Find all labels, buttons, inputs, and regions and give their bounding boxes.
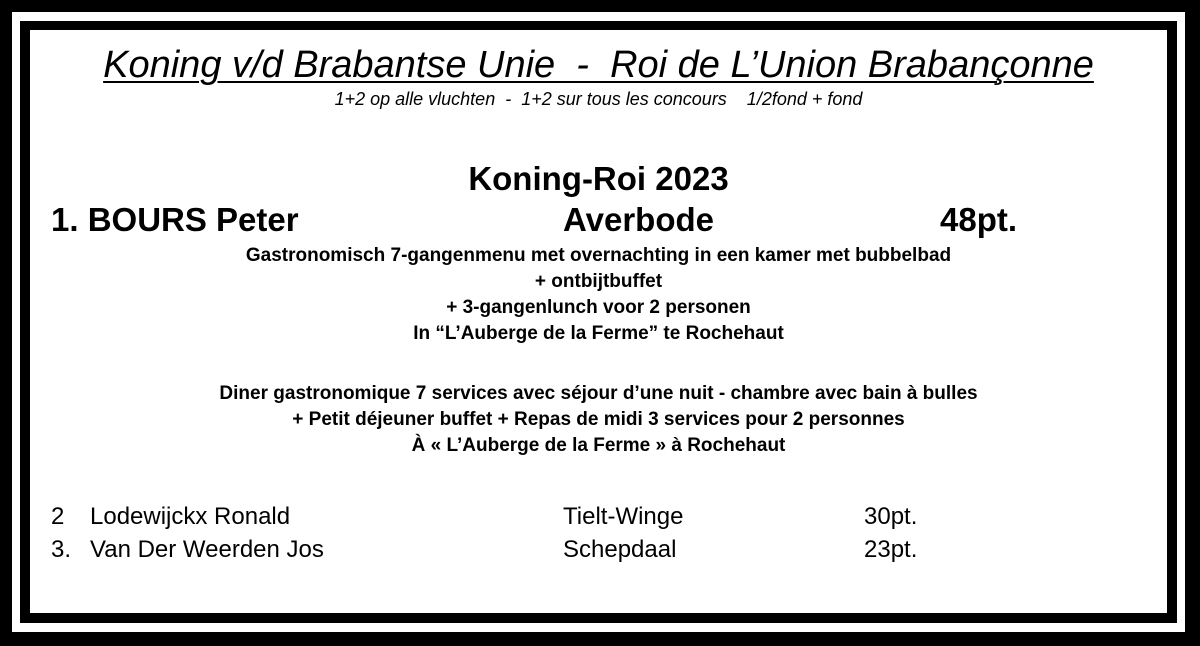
result-name: Van Der Weerden Jos: [90, 536, 324, 563]
year-heading: Koning-Roi 2023: [468, 160, 729, 197]
result-points: 30pt.: [864, 503, 918, 530]
winner-place: Averbode: [563, 201, 714, 238]
winner-name: 1. BOURS Peter: [51, 201, 299, 238]
prize-line: À « L’Auberge de la Ferme » à Rochehaut: [411, 435, 786, 456]
prize-line: + 3-gangenlunch voor 2 personen: [446, 297, 751, 318]
results-list: [30, 500, 1167, 566]
prize-line: Diner gastronomique 7 services avec séjour d’une nuit - chambre avec bain à bulles: [219, 383, 978, 404]
prize-description-french: [30, 381, 1167, 459]
page-subtitle: 1+2 op alle vluchten - 1+2 sur tous les concours 1/2fond + fond: [334, 89, 863, 109]
winner-row: [30, 198, 1167, 242]
prize-line: + Petit déjeuner buffet + Repas de midi 3 services pour 2 personnes: [292, 409, 905, 430]
prize-line: In “L’Auberge de la Ferme” te Rochehaut: [413, 323, 784, 344]
result-row: [30, 500, 1167, 533]
prize-description-dutch: [30, 243, 1167, 347]
result-name: Lodewijckx Ronald: [90, 503, 291, 530]
announcement-panel: [30, 30, 1167, 613]
result-place: Tielt-Winge: [563, 503, 684, 530]
result-row: [30, 533, 1167, 566]
prize-line: + ontbijtbuffet: [534, 271, 663, 292]
winner-points: 48pt.: [940, 201, 1018, 238]
result-rank: 2: [51, 503, 65, 530]
result-rank: 3.: [51, 536, 72, 563]
prize-line: Gastronomisch 7-gangenmenu met overnachting in een kamer met bubbelbad: [245, 245, 952, 266]
page-title: Koning v/d Brabantse Unie - Roi de L’Union Brabançonne: [103, 44, 1094, 86]
result-place: Schepdaal: [563, 536, 677, 563]
result-points: 23pt.: [864, 536, 918, 563]
